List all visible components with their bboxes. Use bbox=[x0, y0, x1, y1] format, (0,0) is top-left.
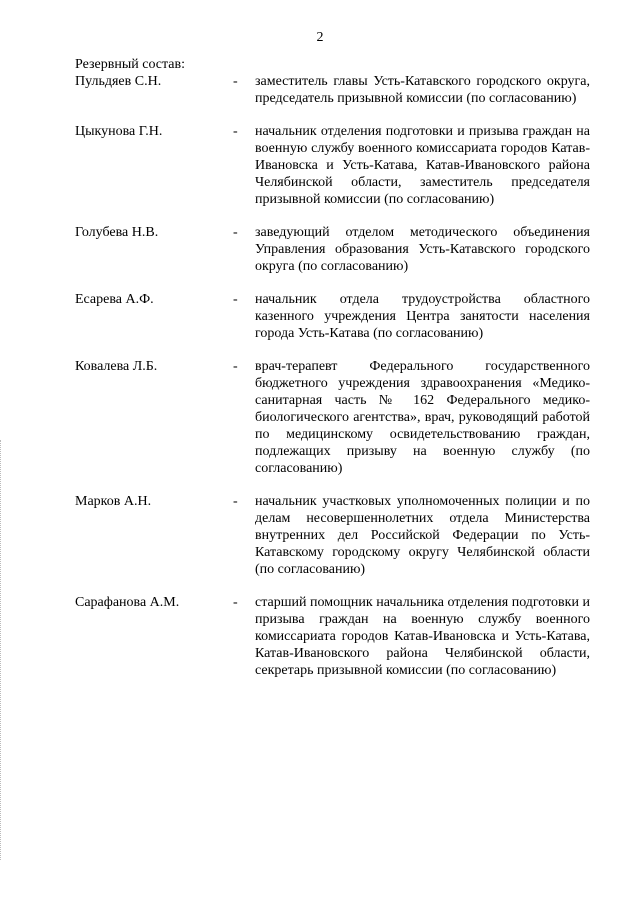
member-dash: - bbox=[233, 359, 238, 374]
member-role: начальник отделения подготовки и призыва граждан на военную службу военного комиссариата городов Катав-Ивановска и Усть-Катава, Катав-Ивановского района Челябинской области, заместитель председателя призывной комиссии (по согласованию) bbox=[255, 124, 590, 207]
section-title: Резервный состав: bbox=[75, 57, 186, 72]
member-dash: - bbox=[233, 494, 238, 509]
member-dash: - bbox=[233, 74, 238, 89]
member-entry bbox=[75, 73, 590, 107]
member-role: врач-терапевт Федерального государственного бюджетного учреждения здравоохранения «Медико-санитарная часть № 162 Федерального медико-биологического агентства», врач, руководящий работой по медицинскому освидетельствованию граждан, подлежащих призыву на военную службу (по согласованию) bbox=[255, 359, 590, 476]
member-dash: - bbox=[233, 124, 238, 139]
member-name: Сарафанова А.М. bbox=[75, 595, 180, 610]
member-dash: - bbox=[233, 595, 238, 610]
member-role: заведующий отделом методического объединения Управления образования Усть-Катавского городского округа (по согласованию) bbox=[255, 225, 590, 274]
member-role: начальник участковых уполномоченных полиции и по делам несовершеннолетних отдела Министерства внутренних дел Российской Федерации по Усть-Катавскому городскому округу Челябинской области (по согласованию) bbox=[255, 494, 590, 577]
member-entry bbox=[75, 123, 590, 208]
member-entry bbox=[75, 594, 590, 679]
member-name: Марков А.Н. bbox=[75, 494, 152, 509]
member-entry bbox=[75, 493, 590, 578]
member-name: Пульдяев С.Н. bbox=[75, 74, 162, 89]
member-list bbox=[75, 73, 590, 695]
member-role: начальник отдела трудоустройства областного казенного учреждения Центра занятости населения города Усть-Катава (по согласованию) bbox=[255, 292, 590, 341]
member-entry bbox=[75, 224, 590, 275]
member-name: Цыкунова Г.Н. bbox=[75, 124, 163, 139]
member-name: Голубева Н.В. bbox=[75, 225, 159, 240]
page-number: 2 bbox=[316, 30, 324, 45]
member-name: Ковалева Л.Б. bbox=[75, 359, 158, 374]
member-role: старший помощник начальника отделения подготовки и призыва граждан на военную службу военного комиссариата городов Катав-Ивановска и Усть-Катава, Катав-Ивановского района Челябинской области, секретарь призывной комиссии (по согласованию) bbox=[255, 595, 590, 678]
member-entry bbox=[75, 291, 590, 342]
member-dash: - bbox=[233, 292, 238, 307]
member-entry bbox=[75, 358, 590, 477]
member-role: заместитель главы Усть-Катавского городского округа, председатель призывной комиссии (по согласованию) bbox=[255, 74, 590, 106]
member-dash: - bbox=[233, 225, 238, 240]
member-name: Есарева А.Ф. bbox=[75, 292, 154, 307]
scan-edge-marks bbox=[0, 440, 4, 860]
